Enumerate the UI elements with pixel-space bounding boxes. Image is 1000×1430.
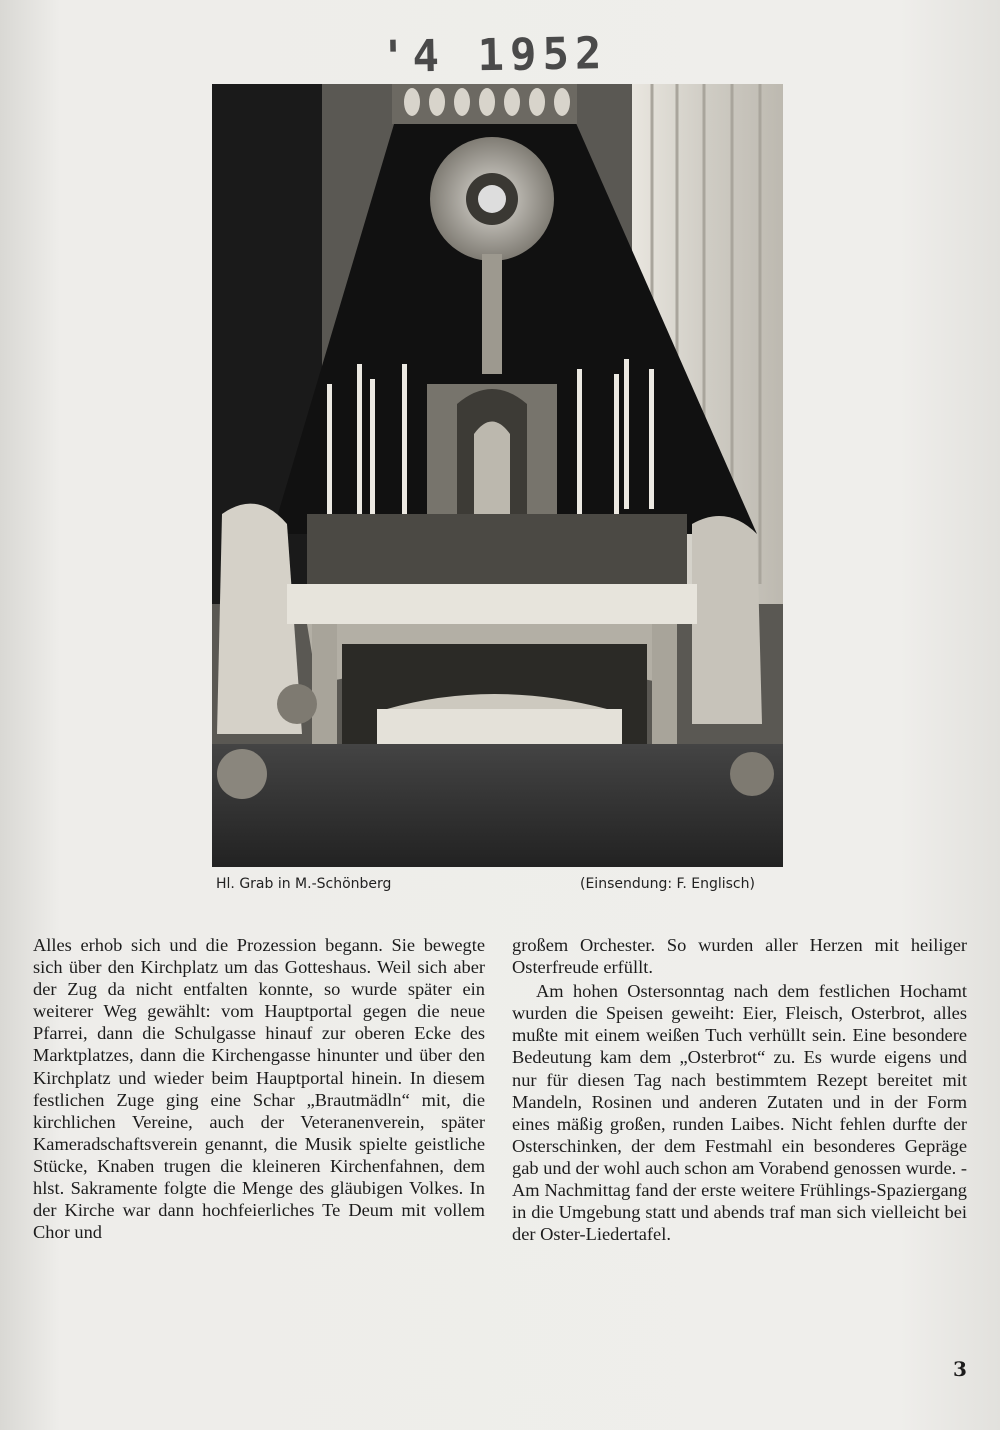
photo-illustration xyxy=(212,84,783,867)
year-stamp: '4 1952 xyxy=(379,28,608,83)
altar-photograph xyxy=(212,84,783,867)
left-column-text: Alles erhob sich und die Prozession begann. Sie bewegte sich über den Kirchplatz um das Gotteshaus. Weil sich aber der Zug da nicht entfalten konnte, so wurde später ein weiterer Weg gewählt: vom Hauptportal gegen die neue Pfarrei, dann die Schulgasse hinauf zur oberen Ecke des Marktplatzes, dann die Kirchengasse hinunter und über den Kirchplatz und wieder beim Hauptportal hinein. In diesem festlichen Zuge ging eine Schar „Brautmädln“ mit, die kirchlichen Vereine, auch der Veteranenverein, später Kameradschaftsverein genannt, die Musik spielte geistliche Stücke, Knaben trugen die kleineren Kirchenfahnen, dem hlst. Sakramente folgte die Menge des gläubigen Volkes. In der Kirche war dann hochfeierliches Te Deum mit vollem Chor und xyxy=(33,935,485,1243)
left-text-column xyxy=(33,934,485,1243)
page-number: 3 xyxy=(953,1357,967,1381)
photo-caption: Hl. Grab in M.-Schönberg xyxy=(216,876,392,892)
right-paragraph-1: großem Orchester. So wurden aller Herzen mit heiliger Osterfreude erfüllt. xyxy=(512,935,967,978)
photo-credit: (Einsendung: F. Englisch) xyxy=(580,876,755,892)
right-paragraph-2: Am hohen Ostersonntag nach dem festlichen Hochamt wurden die Speisen geweiht: Eier, Fleisch, Osterbrot, alles mußte mit einem weißen Tuch verhüllt sein. Eine besondere Bedeutung kam dem „Osterbrot“ zu. Es wurde eigens und nur für diesen Tag nach bestimmtem Rezept bereitet mit Mandeln, Rosinen und anderen Zutaten und in der Form eines mäßig großen, runden Laibes. Nicht fehlen durfte der Osterschinken, der dem Festmahl ein besonderes Gepräge gab und der wohl auch schon am Vorabend genossen wurde. - Am Nachmittag fand der erste weitere Frühlings-Spaziergang in die Umgebung statt und abends traf man sich vielleicht bei der Oster-Liedertafel. xyxy=(512,981,967,1245)
right-text-column xyxy=(512,934,967,1245)
